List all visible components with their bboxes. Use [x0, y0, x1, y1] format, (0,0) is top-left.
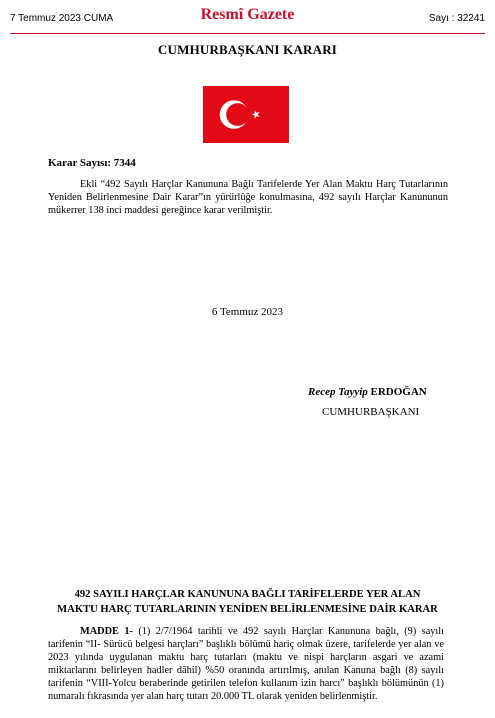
- signer-last-name: ERDOĞAN: [370, 386, 427, 398]
- turkish-flag-icon: [203, 86, 289, 143]
- header-rule: [10, 33, 485, 34]
- article-1: [48, 625, 444, 703]
- decree-number: Karar Sayısı: 7344: [48, 157, 136, 169]
- article-body: (1) 2/7/1964 tarihli ve 492 sayılı Harçlar Kanununa bağlı, (9) sayılı tarifenin “II- Sürücü belgesi harçları” başlıklı bölümü hariç olmak üzere, tarifelerde yer alan ve 2023 yılında uygulanan maktu harç tutarları (maktu ve nispi harçların asgari ve azami miktarlarını belirleyen hadler dâhil) %50 oranında artırılmış, anılan Kanuna bağlı (8) sayılı tarifenin “VIII-Yolcu beraberinde getirilen telefon kullanım izin harcı” başlıklı bölümünün (1) numaralı fıkrasında yer alan harç tutarı 20.000 TL olarak yeniden belirlenmiştir.: [48, 626, 444, 702]
- annex-title-line-1: 492 SAYILI HARÇLAR KANUNUNA BAĞLI TARİFELERDE YER ALAN: [74, 589, 421, 600]
- decree-title: CUMHURBAŞKANI KARARI: [157, 42, 338, 57]
- gazette-name: Resmî Gazete: [200, 6, 295, 23]
- signer-first-name: Recep Tayyip: [308, 386, 368, 398]
- article-lead: MADDE 1-: [80, 626, 133, 637]
- issue-number: Sayı : 32241: [428, 13, 485, 24]
- flag-graphic: [203, 86, 289, 143]
- signature-date: 6 Temmuz 2023: [211, 306, 284, 318]
- page-header: [10, 0, 485, 36]
- header-date: 7 Temmuz 2023 CUMA: [10, 13, 114, 24]
- annex-title: [40, 587, 455, 617]
- crescent-inner: [226, 103, 249, 126]
- signer-title: CUMHURBAŞKANI: [322, 406, 420, 418]
- decree-body: Ekli “492 Sayılı Harçlar Kanununa Bağlı Tarifelerde Yer Alan Maktu Harç Tutarlarının Yeniden Belirlenmesine Dair Karar”ın yürürlüğe konulmasına, 492 sayılı Harçlar Kanununun mükerrer 138 inci maddesi gereğince karar verilmiştir.: [48, 179, 448, 216]
- annex-title-line-2: MAKTU HARÇ TUTARLARININ YENİDEN BELİRLENMESİNE DAİR KARAR: [57, 604, 438, 615]
- signer-name: [308, 386, 427, 398]
